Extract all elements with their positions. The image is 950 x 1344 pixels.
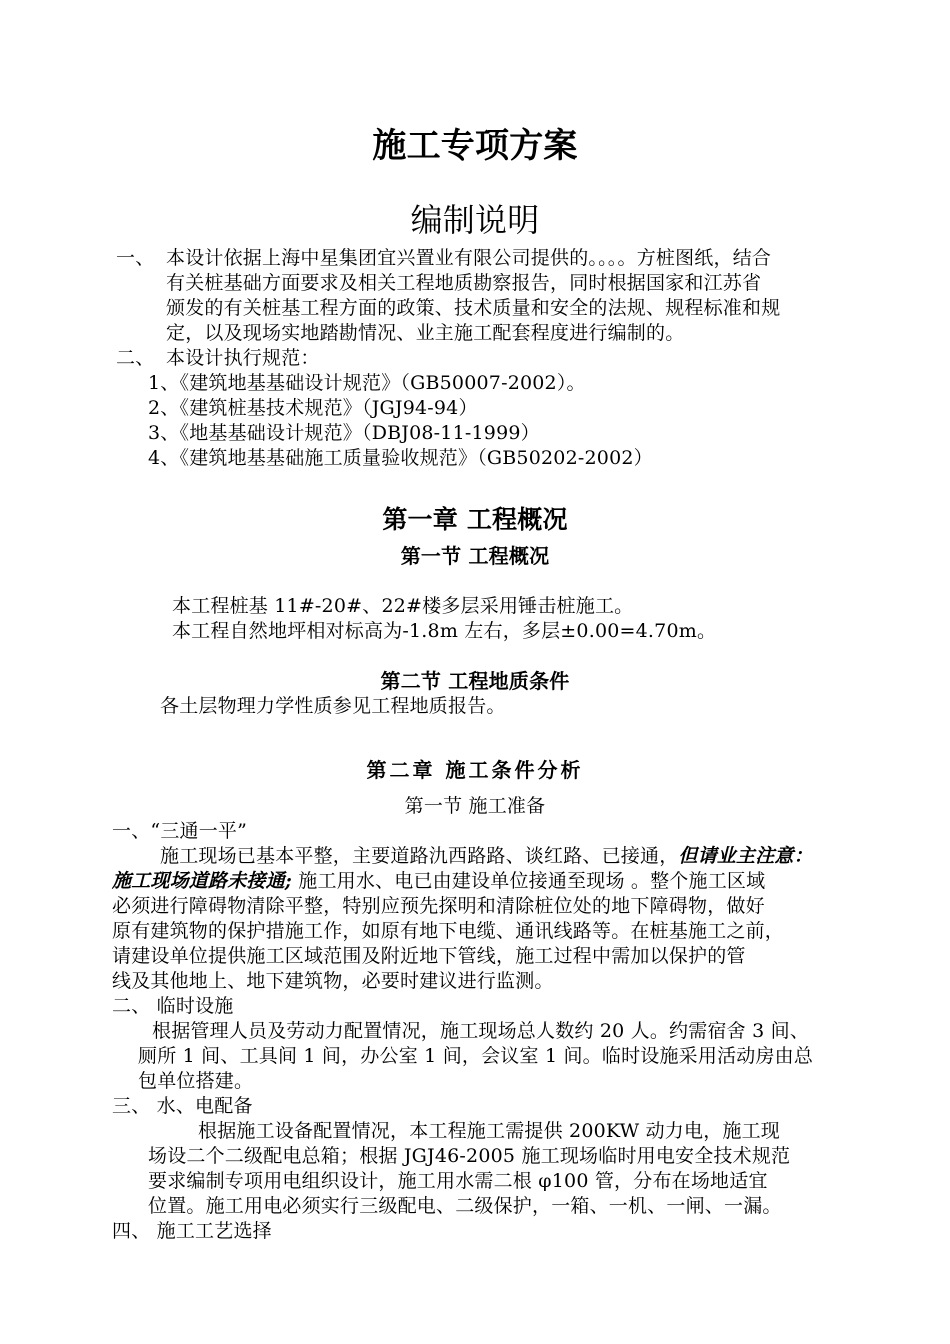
paragraph-line: 厕所 1 间、工具间 1 间，办公室 1 间，会议室 1 间。临时设施采用活动房由总 bbox=[138, 1045, 814, 1067]
standard-item: 3、《地基基础设计规范》（DBJ08-11-1999） bbox=[148, 422, 540, 444]
list-marker: 一、 bbox=[116, 247, 155, 269]
paragraph-line: 原有建筑物的保护措施工作，如原有地下电缆、通讯线路等。在桩基施工之前， bbox=[112, 920, 785, 942]
text-run: 施工现场已基本平整，主要道路氿西路路、谈红路、已接通， bbox=[160, 845, 679, 867]
emphasis-text: 施工现场道路未接通; bbox=[112, 870, 293, 892]
paragraph-line: 线及其他地上、地下建筑物，必要时建议进行监测。 bbox=[112, 970, 554, 992]
paragraph-line: 必须进行障碍物清除平整，特别应预先探明和清除桩位处的地下障碍物，做好 bbox=[112, 895, 765, 917]
section-title: 第二节 工程地质条件 bbox=[380, 669, 570, 693]
paragraph-line: 根据施工设备配置情况，本工程施工需提供 200KW 动力电，施工现 bbox=[198, 1120, 780, 1142]
paragraph-line: 本设计依据上海中星集团宜兴置业有限公司提供的。。。。方桩图纸，结合 bbox=[166, 247, 772, 269]
paragraph-line: 本工程桩基 11#-20#、22#楼多层采用锤击桩施工。 bbox=[172, 595, 634, 617]
paragraph-line: 有关桩基础方面要求及相关工程地质勘察报告，同时根据国家和江苏省 bbox=[166, 272, 762, 294]
item-heading: 四、 施工工艺选择 bbox=[112, 1220, 272, 1242]
paragraph-line: 本工程自然地坪相对标高为-1.8m 左右，多层±0.00=4.70m。 bbox=[172, 620, 717, 642]
list-marker: 二、 bbox=[116, 347, 155, 369]
paragraph-line: 包单位搭建。 bbox=[138, 1070, 254, 1092]
chapter-title: 第一章 工程概况 bbox=[382, 505, 568, 534]
emphasis-text: 但请业主注意： bbox=[678, 845, 813, 867]
paragraph-line: 根据管理人员及劳动力配置情况，施工现场总人数约 20 人。约需宿舍 3 间、 bbox=[152, 1020, 810, 1042]
paragraph-line: 位置。施工用电必须实行三级配电、二级保护，一箱、一机、一闸、一漏。 bbox=[148, 1195, 782, 1217]
standard-item: 4、《建筑地基基础施工质量验收规范》（GB50202-2002） bbox=[148, 447, 653, 469]
chapter-title: 第二章 施工条件分析 bbox=[366, 758, 584, 782]
standard-item: 1、《建筑地基基础设计规范》（GB50007-2002）。 bbox=[148, 372, 586, 394]
paragraph-line bbox=[160, 844, 813, 868]
paragraph-line: 请建设单位提供施工区域范围及附近地下管线，施工过程中需加以保护的管 bbox=[112, 945, 746, 967]
document-subtitle: 编制说明 bbox=[410, 201, 540, 239]
paragraph-line: 定，以及现场实地踏勘情况、业主施工配套程度进行编制的。 bbox=[166, 322, 685, 344]
paragraph-line bbox=[112, 869, 765, 893]
paragraph-line: 各土层物理力学性质参见工程地质报告。 bbox=[160, 695, 506, 717]
paragraph-line: 颁发的有关桩基工程方面的政策、技术质量和安全的法规、规程标准和规 bbox=[166, 297, 781, 319]
paragraph-line: 场设二个二级配电总箱；根据 JGJ46-2005 施工现场临时用电安全技术规范 bbox=[148, 1145, 791, 1167]
text-run: 施工用水、电已由建设单位接通至现场 。整个施工区域 bbox=[292, 870, 766, 892]
item-heading: 二、 临时设施 bbox=[112, 995, 234, 1017]
document-title: 施工专项方案 bbox=[372, 126, 578, 166]
section-title: 第一节 工程概况 bbox=[400, 544, 550, 568]
item-heading: 一、“三通一平” bbox=[112, 820, 248, 842]
paragraph-line: 本设计执行规范： bbox=[166, 347, 320, 369]
standard-item: 2、《建筑桩基技术规范》（JGJ94-94） bbox=[148, 397, 478, 419]
paragraph-line: 要求编制专项用电组织设计，施工用水需二根 φ100 管，分布在场地适宜 bbox=[148, 1170, 768, 1192]
item-heading: 三、 水、电配备 bbox=[112, 1095, 253, 1117]
section-title: 第一节 施工准备 bbox=[404, 795, 546, 817]
